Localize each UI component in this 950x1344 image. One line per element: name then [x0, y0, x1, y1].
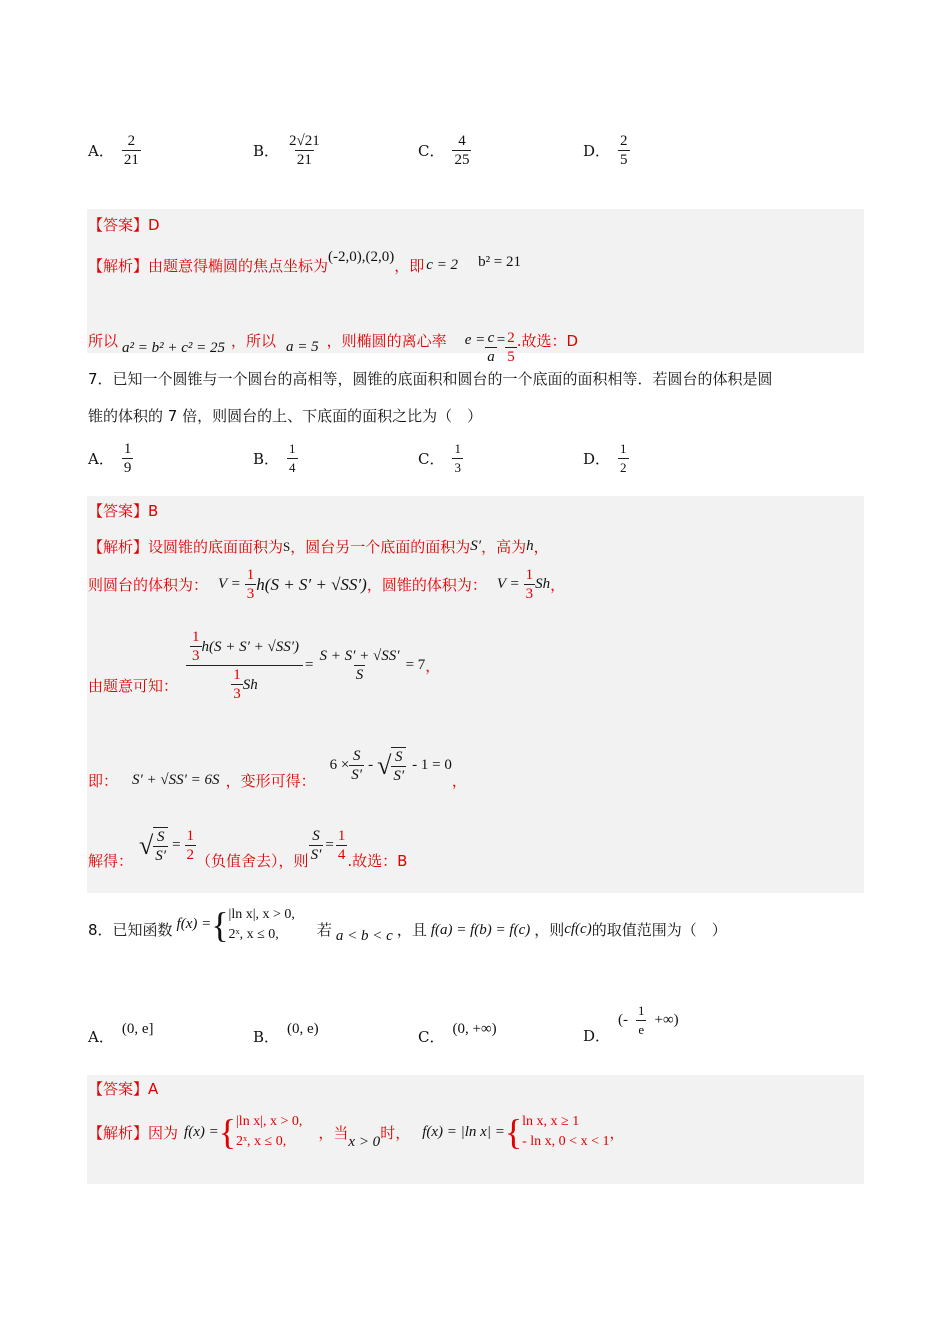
q7-option-c [418, 440, 463, 477]
q7-analysis-line5 [88, 820, 407, 871]
fraction-num: S [312, 828, 320, 844]
fraction-one-half [185, 827, 197, 864]
option-fraction: $\frac{1}{2}$ [620, 441, 627, 475]
fraction-S-over-Sprime [391, 747, 406, 785]
analysis-text: 因为 [148, 1123, 179, 1142]
option-label: A． [88, 450, 114, 468]
option-label: C． [418, 1028, 445, 1046]
analysis-text: 即： [88, 772, 119, 790]
q8-option-d [583, 995, 679, 1046]
case-1: ln x, x ≥ 1 [522, 1114, 580, 1129]
fraction-2-over-5 [505, 329, 517, 366]
option-value: (0, e) [287, 1021, 319, 1037]
math-frustum-volume: h(S + S′ + √SS′) [256, 574, 367, 594]
analysis-text: ， [609, 1123, 625, 1142]
fraction-S-over-Sprime [349, 747, 364, 784]
fraction-num: 1 [186, 828, 195, 844]
math-h: h [526, 538, 534, 554]
math-end: - 1 = 0 [412, 757, 452, 773]
analysis-text: 时， [380, 1123, 411, 1142]
fraction-den: S [355, 667, 364, 683]
math-f: f(x) = [184, 1123, 219, 1140]
case-2: 2ˣ, x ≤ 0, [236, 1134, 287, 1149]
q6-analysis-line2 [88, 315, 578, 366]
fraction-c-over-a [485, 329, 497, 366]
q6-option-c [418, 132, 471, 169]
q8-analysis-line1 [88, 1112, 624, 1152]
q7-stem-line1: 7．已知一个圆锥与一个圆台的高相等，圆锥的底面积和圆台的一个底面的面积相等．若圆台的体积是圆 [88, 370, 773, 388]
fraction-num: 1 [525, 567, 534, 583]
fraction-num: S [352, 748, 361, 764]
math-eq: = [325, 837, 334, 853]
analysis-text: 由题意可知： [88, 677, 179, 695]
q7-stem-line2: 锥的体积的 7 倍，则圆台的上、下底面的面积之比为（ ） [88, 407, 483, 425]
stem-text: 若 [316, 921, 332, 939]
math-condition: f(a) = f(b) = f(c) [430, 922, 531, 938]
q6-option-a [88, 132, 141, 169]
fraction-den: 4 [337, 847, 346, 863]
math-V: V = [218, 576, 241, 592]
fraction-den: 3 [525, 586, 534, 602]
fraction-one-third [231, 666, 243, 703]
math-six: 6 × [329, 757, 350, 773]
fraction-num: S [395, 748, 403, 765]
option-fraction: $\frac{1}{9}$ [123, 441, 132, 476]
math-minus: - [368, 757, 374, 773]
q7-analysis-line4 [88, 740, 467, 791]
fraction-S-over-Sprime [153, 827, 168, 865]
q7-analysis-line3 [88, 628, 440, 703]
fraction-num: c [487, 330, 495, 346]
fraction-one-third [524, 566, 536, 603]
option-fraction: $\frac{2}{21}$ [123, 133, 139, 168]
option-label: D． [583, 450, 611, 468]
answer-tag: 【答案】 [88, 216, 149, 234]
math-condition: x > 0 [348, 1133, 381, 1150]
fraction-num: 1 [638, 1003, 645, 1018]
option-label: D． [583, 1027, 611, 1045]
analysis-text: ， [451, 772, 467, 790]
q8-option-c [418, 1012, 497, 1047]
fraction-num: S [156, 828, 165, 845]
answer-value: D [148, 215, 160, 234]
case-1: |ln x|, x > 0, [236, 1114, 303, 1129]
analysis-text: .故选：D [516, 332, 579, 350]
fraction-ratio [318, 647, 402, 684]
q7-option-d [583, 440, 629, 477]
analysis-text: ，所以 [231, 332, 277, 350]
option-label: C． [418, 450, 445, 468]
option-value: (0, +∞) [452, 1021, 497, 1037]
option-fraction: $\frac{4}{25}$ [454, 133, 470, 168]
option-label: B． [253, 1028, 280, 1046]
math-e: e = [464, 332, 486, 348]
case-2: 2ˣ, x ≤ 0, [228, 926, 279, 942]
analysis-text: ，则椭圆的离心率 [326, 332, 447, 350]
fraction-den: S′ [310, 847, 322, 863]
option-label: C． [418, 142, 445, 160]
q8-option-b [253, 1012, 319, 1047]
analysis-text: ，圆台另一个底面的面积为 [290, 538, 471, 556]
fraction-num [188, 628, 301, 665]
fraction-big [188, 628, 301, 703]
q7-answer [88, 500, 158, 521]
piecewise-cases [236, 1112, 302, 1152]
analysis-text: ，即 [394, 257, 425, 275]
sqrt-icon: √ [377, 750, 392, 780]
math-eq: = [305, 657, 314, 673]
analysis-text: 解得： [88, 852, 134, 870]
piecewise-cases [229, 905, 295, 945]
answer-tag: 【答案】 [88, 502, 149, 520]
q6-option-b [253, 132, 322, 169]
math-a-squared: a² = b² + c² = 25 [122, 340, 226, 356]
math-S-prime: S′ [470, 538, 482, 554]
math-focus-coords: (-2,0),(2,0) [328, 249, 395, 265]
brace-icon: { [218, 1112, 236, 1152]
analysis-text: ，当 [318, 1123, 349, 1142]
option-value: (0, e] [121, 1021, 154, 1037]
brace-icon: { [211, 904, 229, 945]
math-Sh: Sh [535, 576, 551, 592]
fraction-num: 1 [233, 667, 241, 683]
stem-text: 的取值范围为（ ） [591, 921, 727, 939]
math-f: f(x) = [176, 916, 212, 932]
fraction-den: 3 [246, 586, 255, 602]
analysis-text: ，变形可得： [225, 772, 316, 790]
option-value: +∞) [654, 1012, 679, 1028]
analysis-text: ，圆锥的体积为： [366, 576, 487, 594]
q7-option-b [253, 440, 298, 477]
q6-option-d [583, 132, 630, 169]
fraction-num: S + S′ + √SS′ [319, 648, 400, 664]
analysis-text: 则圆台的体积为： [88, 576, 209, 594]
analysis-text: ， [533, 538, 549, 556]
stem-text: 8．已知函数 [88, 921, 173, 939]
fraction-num: 1 [192, 629, 200, 645]
math-relation: S′ + √SS′ = 6S [132, 772, 220, 788]
fraction-num: 2 [507, 330, 515, 346]
q6-answer [88, 214, 160, 235]
fraction-one-third [190, 628, 202, 665]
fraction-one-quarter [336, 827, 348, 864]
q8-stem [88, 904, 727, 945]
fraction-den: 3 [233, 686, 241, 702]
math-expr: h(S + S′ + √SS′) [201, 638, 300, 655]
math-V: V = [496, 576, 520, 592]
fraction-num: 1 [246, 567, 255, 583]
q7-analysis-line1 [88, 536, 549, 557]
analysis-text: .故选：B [347, 852, 408, 870]
math-c: c = 2 [426, 257, 459, 273]
analysis-text: 由题意得椭圆的焦点坐标为 [148, 257, 329, 275]
fraction-den: a [487, 349, 495, 365]
fraction-den: 2 [186, 847, 195, 863]
analysis-tag: 【解析】 [88, 1123, 149, 1142]
fraction-num: 1 [337, 828, 346, 844]
stem-text: ，且 [396, 921, 427, 939]
q8-option-a [88, 1012, 154, 1047]
option-fraction: $\frac{1}{3}$ [454, 441, 461, 475]
option-label: A． [88, 1028, 114, 1046]
fraction-den: S′ [393, 767, 405, 784]
fraction-den: S′ [351, 767, 363, 783]
math-target: cf(c) [564, 921, 592, 937]
math-a: a = 5 [286, 339, 319, 355]
math-eq: = [172, 837, 181, 853]
analysis-text: 设圆锥的底面面积为 [148, 538, 284, 556]
math-f-abs: f(x) = |ln x| = [422, 1123, 505, 1140]
analysis-text: （负值舍去），则 [196, 852, 309, 870]
stem-text: ，则 [534, 921, 565, 939]
option-fraction: $\frac{2√21}{21}$ [289, 133, 320, 168]
math-S: S [283, 538, 291, 554]
sqrt-icon: √ [139, 830, 154, 860]
option-fraction: $\frac{2}{5}$ [620, 133, 628, 168]
analysis-text: ， [425, 657, 441, 675]
option-value: (- [618, 1012, 629, 1028]
fraction-den: 3 [192, 648, 200, 664]
answer-tag: 【答案】 [88, 1080, 149, 1098]
analysis-text: ，高为 [481, 538, 527, 556]
fraction-den: e [638, 1022, 645, 1037]
analysis-text: 所以 [88, 332, 119, 350]
math-b: b² = 21 [478, 254, 522, 270]
fraction-one-third [245, 566, 257, 603]
fraction-den: 5 [507, 349, 515, 365]
option-label: D． [583, 142, 611, 160]
analysis-tag: 【解析】 [88, 257, 149, 275]
q8-answer [88, 1078, 158, 1099]
fraction-den: S′ [155, 847, 167, 864]
math-condition: a < b < c [335, 928, 393, 944]
math-eq-7: = 7 [405, 657, 426, 673]
fraction-den [186, 665, 303, 703]
fraction-S-over-Sprime [309, 827, 324, 864]
option-label: B． [253, 450, 280, 468]
math-Sh: Sh [242, 676, 258, 693]
q7-option-a [88, 440, 133, 477]
q6-analysis-line1 [88, 249, 522, 276]
option-fraction: $\frac{1}{4}$ [289, 441, 296, 475]
case-2: - ln x, 0 < x < 1 [522, 1134, 610, 1149]
piecewise-cases [522, 1112, 609, 1152]
analysis-text: ， [550, 576, 566, 594]
case-1: |ln x|, x > 0, [228, 906, 295, 922]
math-eq: = [496, 332, 506, 348]
answer-value: A [148, 1079, 159, 1098]
brace-icon: { [504, 1112, 523, 1152]
q7-analysis-line2 [88, 566, 565, 603]
option-label: B． [253, 142, 280, 160]
analysis-tag: 【解析】 [88, 538, 149, 556]
answer-value: B [148, 501, 159, 520]
option-label: A． [88, 142, 114, 160]
option-fraction [636, 1002, 647, 1039]
